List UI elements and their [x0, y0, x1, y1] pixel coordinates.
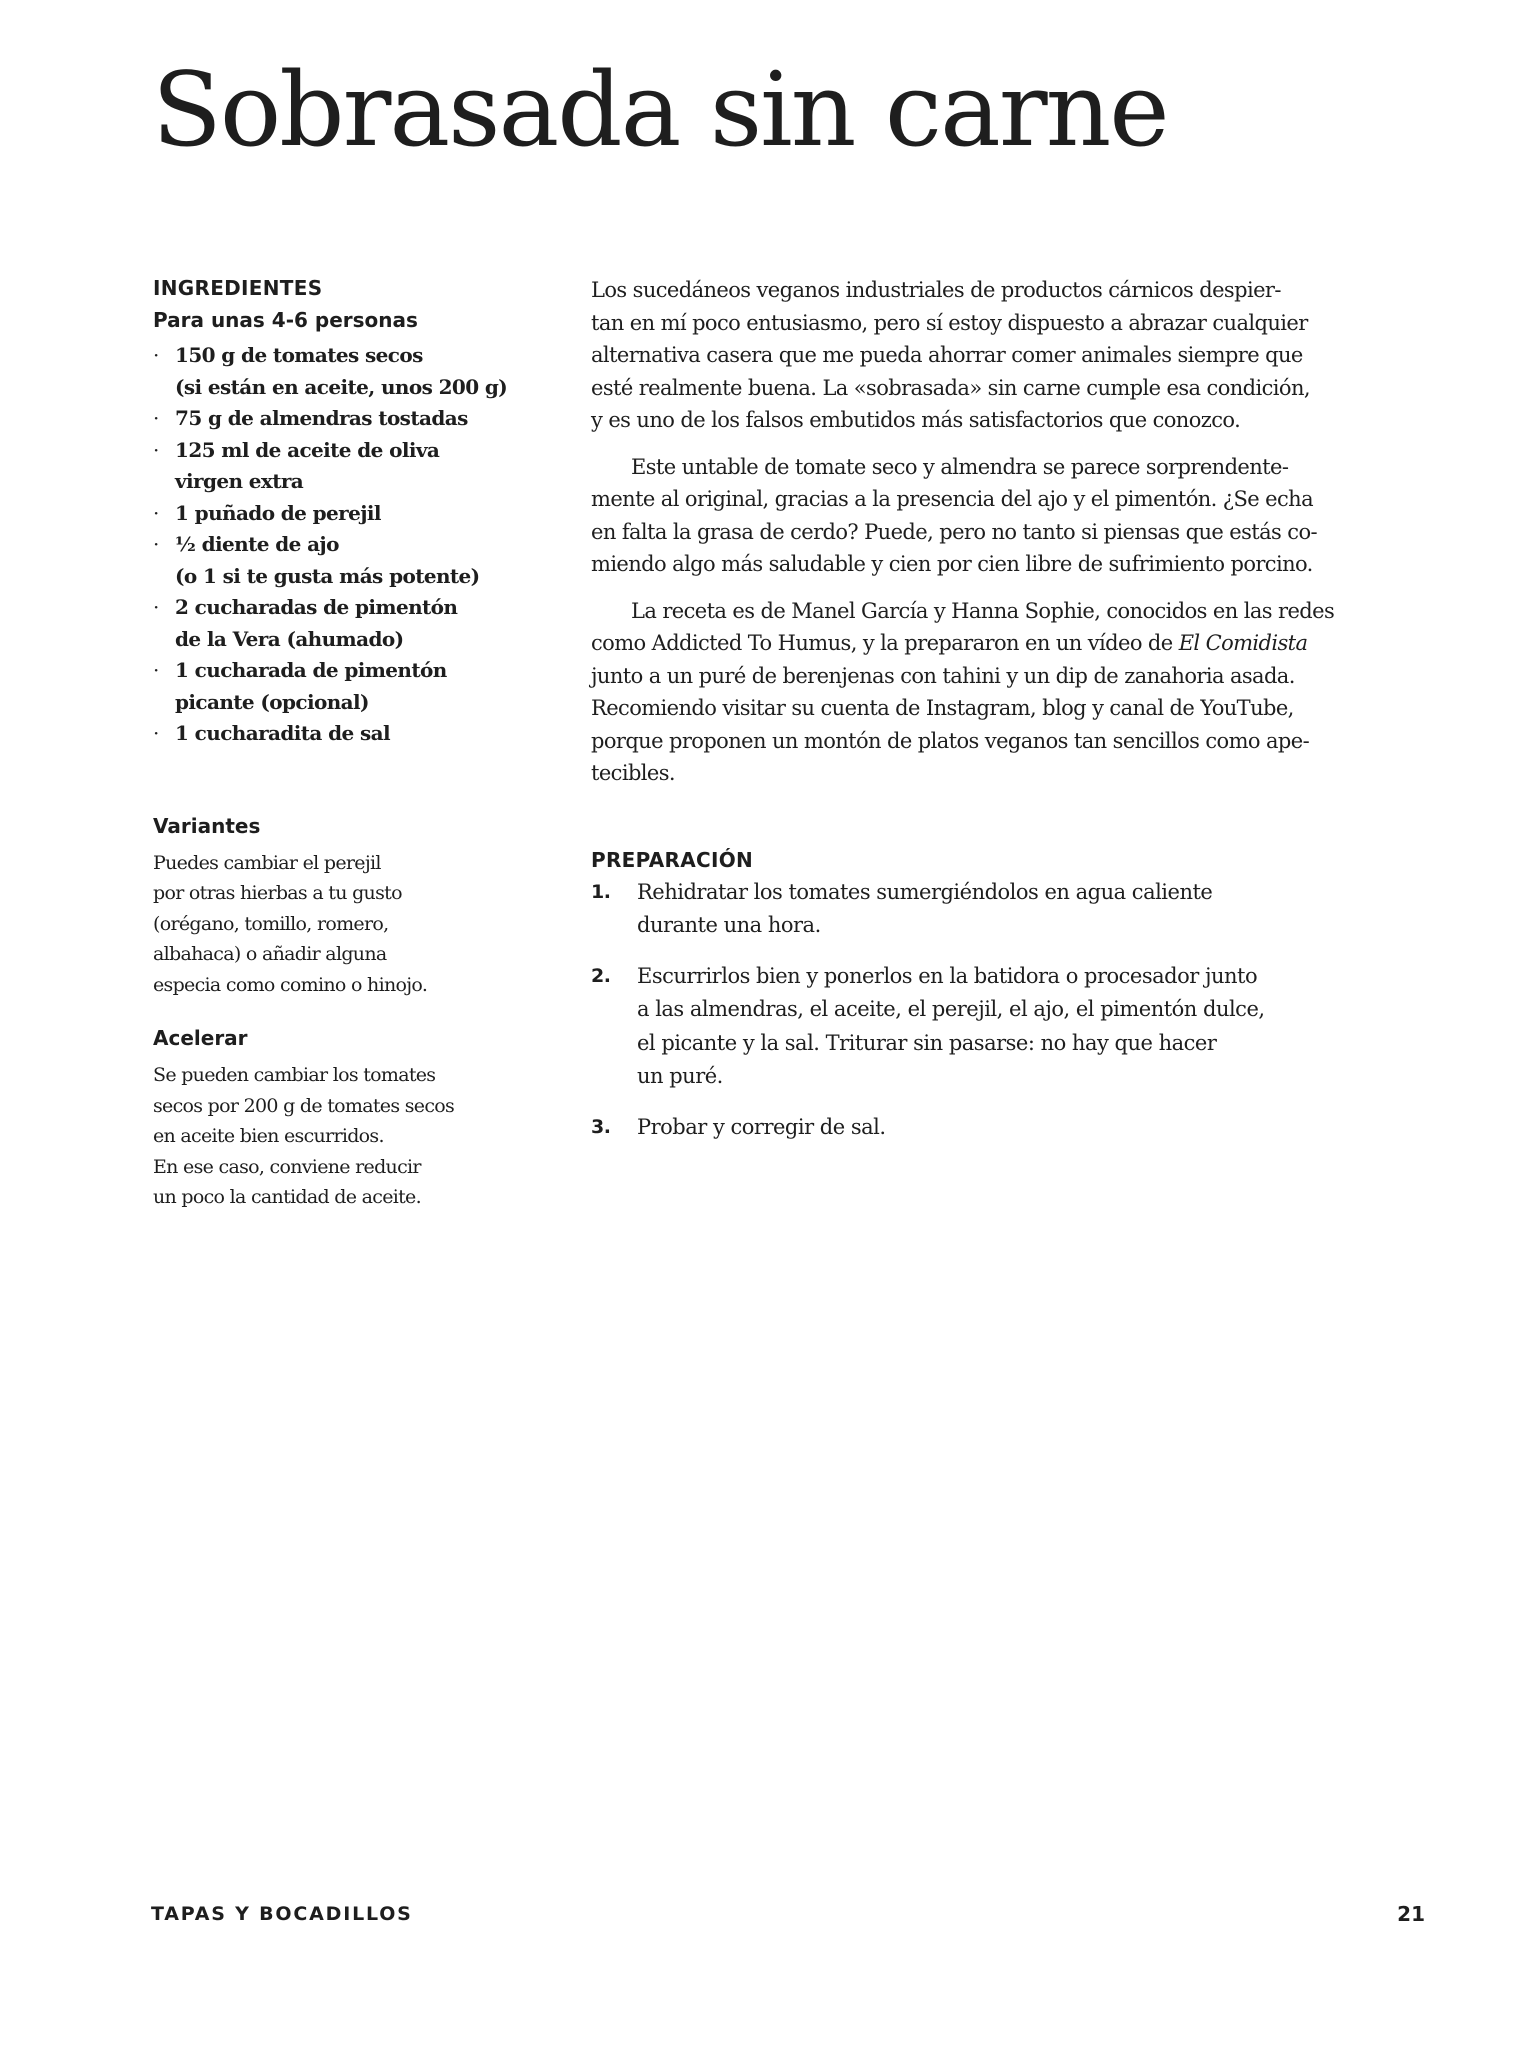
publication-name: El Comidista	[1178, 631, 1308, 655]
ingredient-item	[153, 340, 553, 403]
ingredient-line: picante (opcional)	[175, 689, 369, 714]
ingredients-heading: INGREDIENTES	[153, 276, 323, 300]
preparation-step	[591, 960, 1441, 1094]
variantes-line: por otras hierbas a tu gusto	[153, 882, 402, 904]
section-footer: TAPAS Y BOCADILLOS	[151, 1903, 413, 1925]
step-line: un puré.	[637, 1064, 723, 1088]
step-number: 3.	[591, 1115, 611, 1138]
ingredient-item	[153, 498, 553, 530]
preparation-section	[591, 844, 1441, 1145]
ingredients-list	[153, 340, 553, 750]
ingredient-item	[153, 529, 553, 592]
bullet-icon: ·	[153, 406, 159, 430]
variantes-heading: Variantes	[153, 813, 261, 838]
variantes-text	[153, 848, 553, 1001]
ingredient-item	[153, 655, 553, 718]
ingredient-line: 125 ml de aceite de oliva	[175, 437, 440, 462]
ingredient-line: (o 1 si te gusta más potente)	[175, 563, 480, 588]
acelerar-line: en aceite bien escurridos.	[153, 1125, 384, 1147]
ingredient-line: (si están en aceite, unos 200 g)	[175, 374, 508, 399]
step-line: el picante y la sal. Triturar sin pasarse: no hay que hacer	[637, 1030, 1217, 1055]
bullet-icon: ·	[153, 595, 159, 619]
ingredient-item	[153, 435, 553, 498]
ingredient-line: 1 cucharadita de sal	[175, 721, 391, 745]
preparation-steps	[591, 876, 1441, 1145]
intro-p3-line-2: como Addicted To Humus, y la prepararon en un vídeo de	[591, 631, 1179, 655]
preparation-heading: PREPARACIÓN	[591, 847, 754, 872]
ingredient-line: 1 puñado de perejil	[175, 500, 381, 525]
intro-paragraph-3	[591, 595, 1441, 790]
page-number: 21	[1397, 1902, 1425, 1926]
variantes-line: (orégano, tomillo, romero,	[153, 912, 389, 935]
variantes-section	[153, 810, 553, 1001]
acelerar-text	[153, 1060, 553, 1213]
ingredient-line: 2 cucharadas de pimentón	[175, 595, 458, 619]
page-title: Sobrasada sin carne	[152, 51, 1168, 170]
bullet-icon: ·	[153, 721, 159, 745]
bullet-icon: ·	[153, 532, 159, 556]
step-number: 1.	[591, 880, 611, 903]
acelerar-section	[153, 1022, 553, 1213]
ingredient-line: 75 g de almendras tostadas	[175, 406, 468, 430]
acelerar-line: secos por 200 g de tomates secos	[153, 1094, 455, 1117]
acelerar-heading: Acelerar	[153, 1026, 248, 1050]
intro-line: Los sucedáneos veganos industriales de productos cárnicos despier-	[591, 278, 1281, 302]
ingredient-line: 1 cucharada de pimentón	[175, 658, 447, 682]
intro-line: esté realmente buena. La «sobrasada» sin carne cumple esa condición,	[591, 375, 1310, 400]
intro-line: junto a un puré de berenjenas con tahini y un dip de zanahoria asada.	[591, 663, 1295, 688]
acelerar-line: Se pueden cambiar los tomates	[153, 1064, 436, 1086]
ingredient-line: de la Vera (ahumado)	[175, 626, 404, 651]
intro-p3-line-1: La receta es de Manel García y Hanna Sophie, conocidos en las redes	[631, 598, 1335, 623]
intro-line: Este untable de tomate seco y almendra se parece sorprendente-	[631, 454, 1289, 479]
left-column	[153, 272, 553, 1213]
intro-line: tecibles.	[591, 761, 675, 785]
intro-line: miendo algo más saludable y cien por cien libre de sufrimiento porcino.	[591, 552, 1313, 576]
step-line: Escurrirlos bien y ponerlos en la batidora o procesador junto	[637, 963, 1258, 988]
step-line: durante una hora.	[637, 913, 821, 937]
intro-line: porque proponen un montón de platos veganos tan sencillos como ape-	[591, 728, 1310, 753]
variantes-line: especia como comino o hinojo.	[153, 973, 428, 996]
intro-line: mente al original, gracias a la presencia del ajo y el pimentón. ¿Se echa	[591, 487, 1313, 511]
intro-line: Recomiendo visitar su cuenta de Instagram, blog y canal de YouTube,	[591, 696, 1294, 720]
preparation-step	[591, 1111, 1441, 1145]
right-column	[591, 274, 1441, 1161]
acelerar-line: un poco la cantidad de aceite.	[153, 1186, 421, 1208]
intro-text	[591, 274, 1441, 790]
bullet-icon: ·	[153, 658, 159, 682]
variantes-line: albahaca) o añadir alguna	[153, 943, 387, 965]
intro-line: y es uno de los falsos embutidos más satisfactorios que conozco.	[591, 408, 1241, 432]
preparation-step	[591, 876, 1441, 943]
servings-text: Para unas 4-6 personas	[153, 308, 418, 332]
ingredient-item	[153, 403, 553, 435]
intro-paragraph-2	[591, 451, 1441, 581]
intro-line: en falta la grasa de cerdo? Puede, pero no tanto si piensas que estás co-	[591, 519, 1317, 544]
bullet-icon: ·	[153, 500, 159, 525]
bullet-icon: ·	[153, 343, 159, 367]
intro-line: tan en mí poco entusiasmo, pero sí estoy dispuesto a abrazar cualquier	[591, 310, 1308, 335]
step-line: Probar y corregir de sal.	[637, 1114, 886, 1139]
step-line: Rehidratar los tomates sumergiéndolos en agua caliente	[637, 879, 1213, 904]
ingredient-line: virgen extra	[175, 469, 304, 493]
acelerar-line: En ese caso, conviene reducir	[153, 1155, 421, 1178]
intro-line: alternativa casera que me pueda ahorrar comer animales siempre que	[591, 343, 1303, 367]
intro-paragraph-1	[591, 274, 1441, 437]
variantes-line: Puedes cambiar el perejil	[153, 851, 381, 874]
step-number: 2.	[591, 964, 611, 987]
step-line: a las almendras, el aceite, el perejil, el ajo, el pimentón dulce,	[637, 997, 1265, 1021]
ingredient-line: ½ diente de ajo	[175, 532, 339, 556]
ingredient-item	[153, 592, 553, 655]
ingredient-item	[153, 718, 553, 750]
ingredient-line: 150 g de tomates secos	[175, 343, 423, 367]
bullet-icon: ·	[153, 437, 159, 462]
